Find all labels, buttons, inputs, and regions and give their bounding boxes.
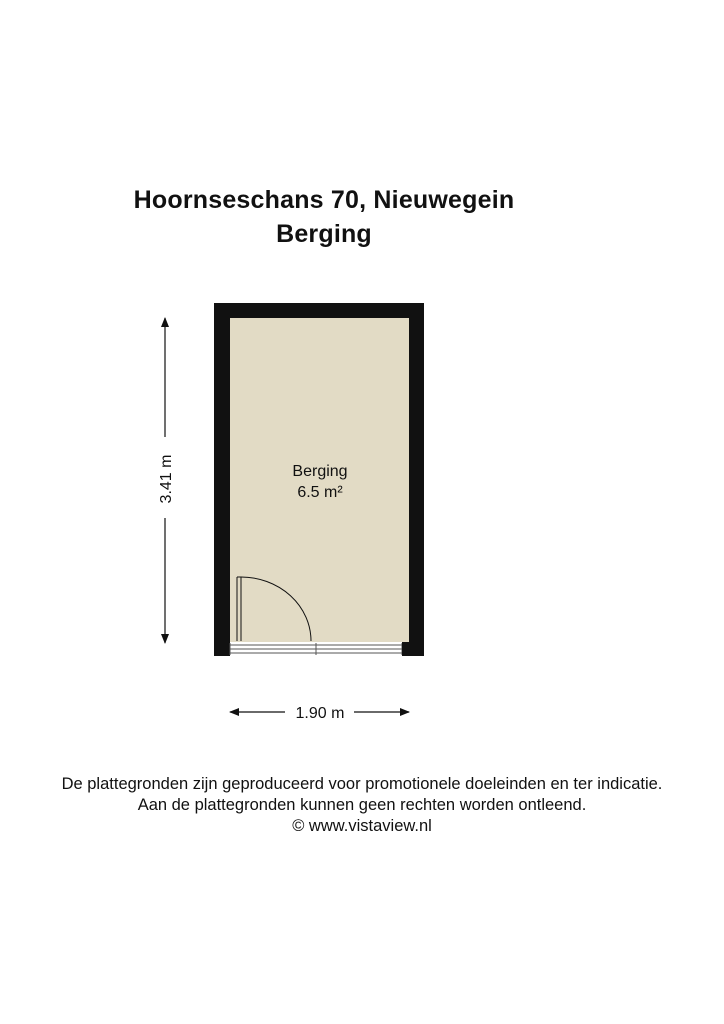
floorplan-floor-title: Berging — [276, 220, 372, 248]
width-dimension-label: 1.90 m — [295, 705, 345, 722]
disclaimer-line-2: Aan de plattegronden kunnen geen rechten worden ontleend. — [137, 796, 587, 814]
room-name-label: Berging — [292, 463, 348, 480]
wall-corner-right — [402, 642, 424, 656]
copyright-line: © www.vistaview.nl — [292, 817, 432, 835]
height-dimension-label: 3.41 m — [158, 454, 175, 504]
door-threshold — [230, 643, 402, 655]
room-floor — [230, 318, 409, 643]
disclaimer-line-1: De plattegronden zijn geproduceerd voor promotionele doeleinden en ter indicatie. — [61, 775, 663, 793]
room-area-label: 6.5 m² — [297, 484, 343, 501]
floorplan-address-title: Hoornseschans 70, Nieuwegein — [133, 186, 515, 214]
